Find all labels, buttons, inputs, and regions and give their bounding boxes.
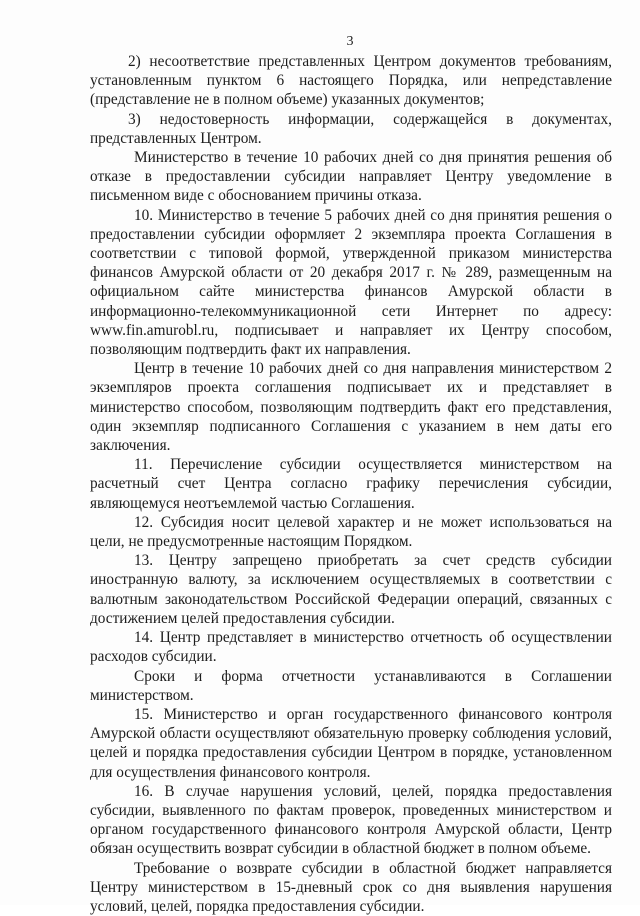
paragraph-refund-demand: Требование о возврате субсидии в областной бюджет направляется Центру министерством в 15-дневный срок со дня выявления нарушения условий, целей, порядка предоставления субсидии.	[90, 859, 612, 915]
document-body	[90, 52, 612, 916]
paragraph-13: 13. Центру запрещено приобретать за счет средств субсидии иностранную валюту, за исключением осуществляемых в соответствии с валютным законодательством Российской Федерации операций, связанных с достижением целей предоставления субсидии.	[90, 552, 612, 627]
paragraph-11: 11. Перечисление субсидии осуществляется министерством на расчетный счет Центра согласно графику перечисления субсидии, являющемуся неотъемлемой частью Соглашения.	[90, 456, 612, 512]
page-number: 3	[346, 34, 354, 49]
paragraph-reporting-terms: Сроки и форма отчетности устанавливаются в Соглашении министерством.	[90, 667, 612, 704]
paragraph-item-2: 2) несоответствие представленных Центром документов требованиям, установленным пунктом 6 настоящего Порядка, или непредставление (представление не в полном объеме) указанных документов;	[90, 53, 612, 109]
paragraph-12: 12. Субсидия носит целевой характер и не может использоваться на цели, не предусмотренные настоящим Порядком.	[90, 513, 612, 551]
paragraph-15: 15. Министерство и орган государственного финансового контроля Амурской области осуществляют обязательную проверку соблюдения условий, целей и порядка предоставления субсидии Центром в порядке, установленном для осуществления финансового контроля.	[90, 705, 612, 781]
paragraph-14: 14. Центр представляет в министерство отчетность об осуществлении расходов субсидии.	[90, 629, 612, 666]
paragraph-10: 10. Министерство в течение 5 рабочих дней со дня принятия решения о предоставлении субсидии оформляет 2 экземпляра проекта Соглашения в соответствии с типовой формой, утвержденной приказом министерства финансов Амурской области от 20 декабря 2017 г. № 289, размещенным на официальном сайте министерства финансов Амурской области в информационно-телекоммуникационной сети Интернет по адресу: www.fin.amurobl.ru, подписывает и направляет их Центру способом, позволяющим подтвердить факт их направления.	[90, 206, 612, 359]
paragraph-center-signing: Центр в течение 10 рабочих дней со дня направления министерством 2 экземпляров проекта соглашения подписывает их и представляет в министерство способом, позволяющим подтвердить факт его представления, один экземпляр подписанного Соглашения с указанием в нем даты его заключения.	[90, 360, 612, 455]
paragraph-refusal-notice: Министерство в течение 10 рабочих дней со дня принятия решения об отказе в предоставлении субсидии направляет Центру уведомление в письменном виде с обоснованием причины отказа.	[90, 149, 612, 205]
paragraph-16: 16. В случае нарушения условий, целей, порядка предоставления субсидии, выявленного по фактам проверок, проведенных министерством и органом государственного финансового контроля Амурской области, Центр обязан осуществить возврат субсидии в областной бюджет в полном объеме.	[90, 782, 612, 858]
paragraph-item-3: 3) недостоверность информации, содержащейся в документах, представленных Центром.	[90, 110, 612, 147]
